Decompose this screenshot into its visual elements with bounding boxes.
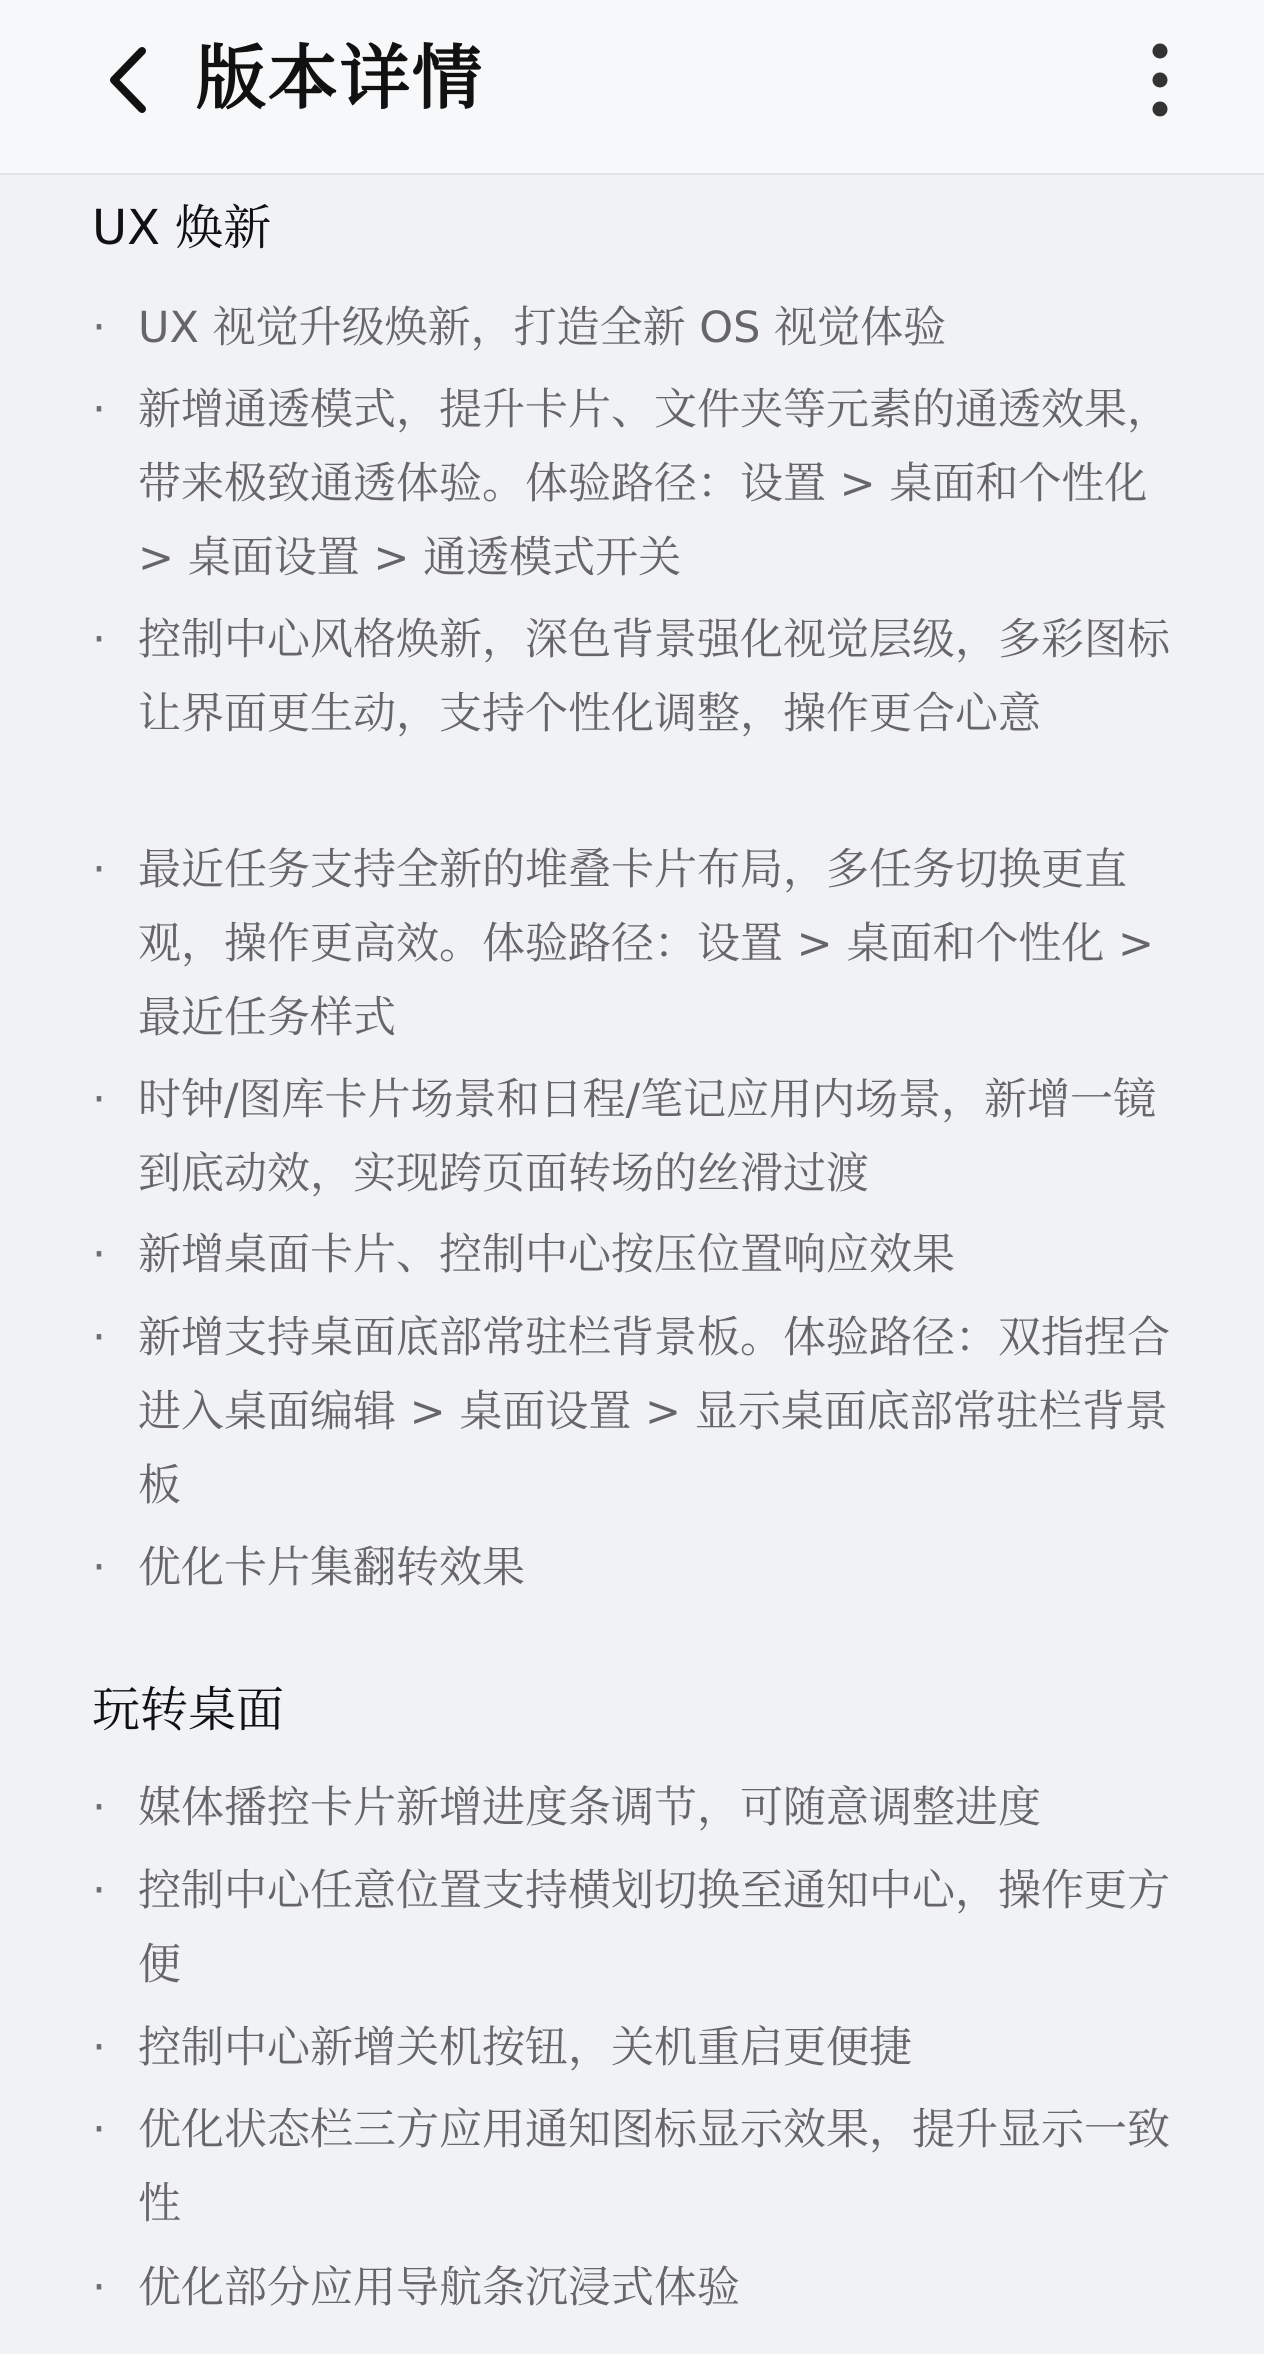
bullet-icon: · [92, 1865, 106, 1916]
bullet-icon: · [92, 1312, 106, 1363]
back-button[interactable] [88, 30, 168, 130]
bullet-icon: · [92, 2262, 106, 2313]
bullet-icon: · [92, 614, 106, 665]
section-title-desktop: 玩转桌面 [92, 1682, 285, 1738]
bullet-icon: · [92, 2104, 106, 2155]
bullet-icon: · [92, 302, 106, 353]
page-title: 版本详情 [196, 37, 484, 119]
top-app-bar [0, 0, 1264, 175]
bullet-icon: · [92, 384, 106, 435]
bullet-icon: · [92, 1074, 106, 1125]
bullet-icon: · [92, 1229, 106, 1280]
bullet-icon: · [92, 844, 106, 895]
bullet-icon: · [92, 1782, 106, 1833]
bullet-icon: · [92, 1542, 106, 1593]
more-options-button[interactable] [1120, 30, 1200, 130]
more-vertical-icon [1150, 42, 1170, 118]
section-title-ux: UX 焕新 [92, 200, 272, 256]
bullet-icon: · [92, 2022, 106, 2073]
chevron-left-icon [104, 45, 152, 115]
